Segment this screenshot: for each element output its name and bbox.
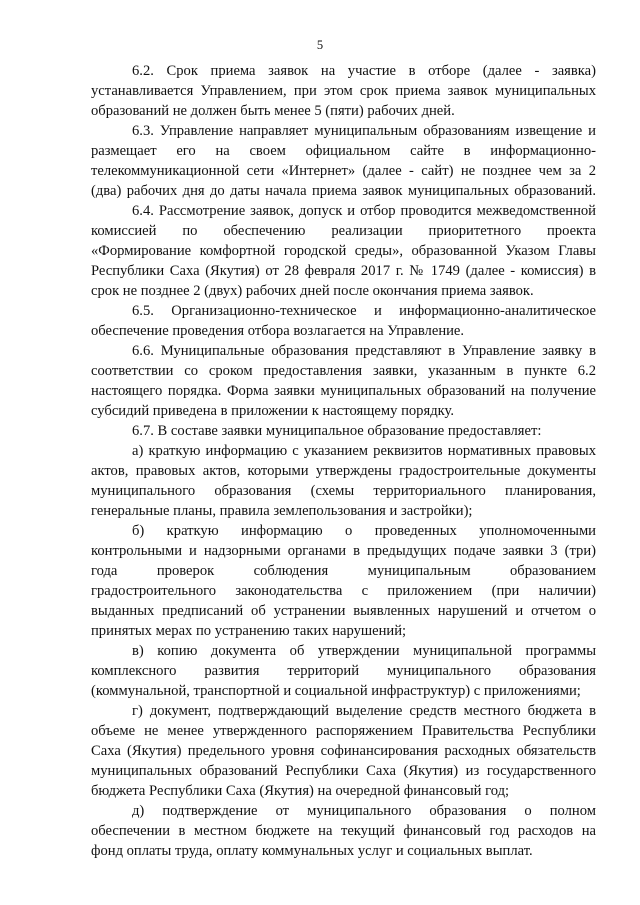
text-line: настоящего порядка. Форма заявки муниципальных образований на получение	[91, 383, 596, 399]
text-line: генеральные планы, правила землепользования и застройки);	[91, 503, 473, 519]
text-line: д) подтверждение от муниципального образования о полном	[132, 803, 596, 819]
text-line: в) копию документа об утверждении муниципальной программы	[132, 643, 596, 659]
text-line: обеспечении в местном бюджете на текущий финансовый год расходов на	[91, 823, 596, 839]
text-line: (коммунальной, транспортной и социальной инфраструктур) с приложениями;	[91, 683, 581, 699]
text-line: принятых мерах по устранению таких нарушений;	[91, 623, 407, 639]
text-line: муниципального образования (схемы территориального планирования,	[91, 483, 596, 499]
text-line: субсидий приведена в приложении к настоящему порядку.	[91, 403, 454, 419]
text-line: бюджета Республики Саха (Якутия) на очередной финансовый год;	[91, 783, 510, 799]
text-line: градостроительного законодательства с приложением (при наличии)	[91, 583, 596, 599]
text-line: телекоммуникационной сети «Интернет» (далее - сайт) не позднее чем за 2	[91, 163, 596, 179]
text-line: актов, правовых актов, которыми утверждены градостроительные документы	[91, 463, 596, 479]
text-line: 6.3. Управление направляет муниципальным образованиям извещение и	[132, 123, 596, 139]
text-line: а) краткую информацию с указанием реквизитов нормативных правовых	[132, 443, 596, 459]
text-line: б) краткую информацию о проведенных уполномоченными	[132, 523, 596, 539]
page-number: 5	[316, 38, 324, 52]
text-line: Саха (Якутия) предельного уровня софинансирования расходных обязательств	[91, 743, 596, 759]
text-line: соответствии со сроком предоставления заявки, указанным в пункте 6.2	[91, 363, 596, 379]
text-line: размещает его на своем официальном сайте в информационно-	[91, 143, 596, 159]
text-line: 6.6. Муниципальные образования представляют в Управление заявку в	[132, 343, 596, 359]
text-line: г) документ, подтверждающий выделение средств местного бюджета в	[132, 703, 596, 719]
text-line: 6.5. Организационно-техническое и информационно-аналитическое	[132, 303, 596, 319]
text-line: обеспечение проведения отбора возлагается на Управление.	[91, 323, 465, 339]
text-line: комплексного развития территорий муниципального образования	[91, 663, 596, 679]
text-line: объеме не менее утвержденного распоряжением Правительства Республики	[91, 723, 596, 739]
text-line: 6.4. Рассмотрение заявок, допуск и отбор проводится межведомственной	[132, 203, 596, 219]
text-line: срок не позднее 2 (двух) рабочих дней после окончания приема заявок.	[91, 283, 534, 299]
text-line: «Формирование комфортной городской среды», образованной Указом Главы	[91, 243, 596, 259]
text-line: (два) рабочих дня до даты начала приема заявок муниципальных образований.	[91, 183, 596, 199]
text-line: Республики Саха (Якутия) от 28 февраля 2017 г. № 1749 (далее - комиссия) в	[91, 263, 596, 279]
text-line: комиссией по обеспечению реализации приоритетного проекта	[91, 223, 596, 239]
text-line: 6.7. В составе заявки муниципальное образование предоставляет:	[132, 423, 542, 439]
text-line: устанавливается Управлением, при этом срок приема заявок муниципальных	[91, 83, 596, 99]
text-line: 6.2. Срок приема заявок на участие в отборе (далее - заявка)	[132, 63, 596, 79]
text-line: фонд оплаты труда, оплату коммунальных услуг и социальных выплат.	[91, 843, 533, 859]
text-line: года проверок соблюдения муниципальным образованием	[91, 563, 596, 579]
text-line: образований не должен быть менее 5 (пяти) рабочих дней.	[91, 103, 455, 119]
text-line: муниципальных образований Республики Саха (Якутия) из государственного	[91, 763, 596, 779]
text-line: контрольными и надзорными органами в предыдущих подаче заявки 3 (три)	[91, 543, 596, 559]
text-line: выданных предписаний об устранении выявленных нарушений и отчетом о	[91, 603, 596, 619]
